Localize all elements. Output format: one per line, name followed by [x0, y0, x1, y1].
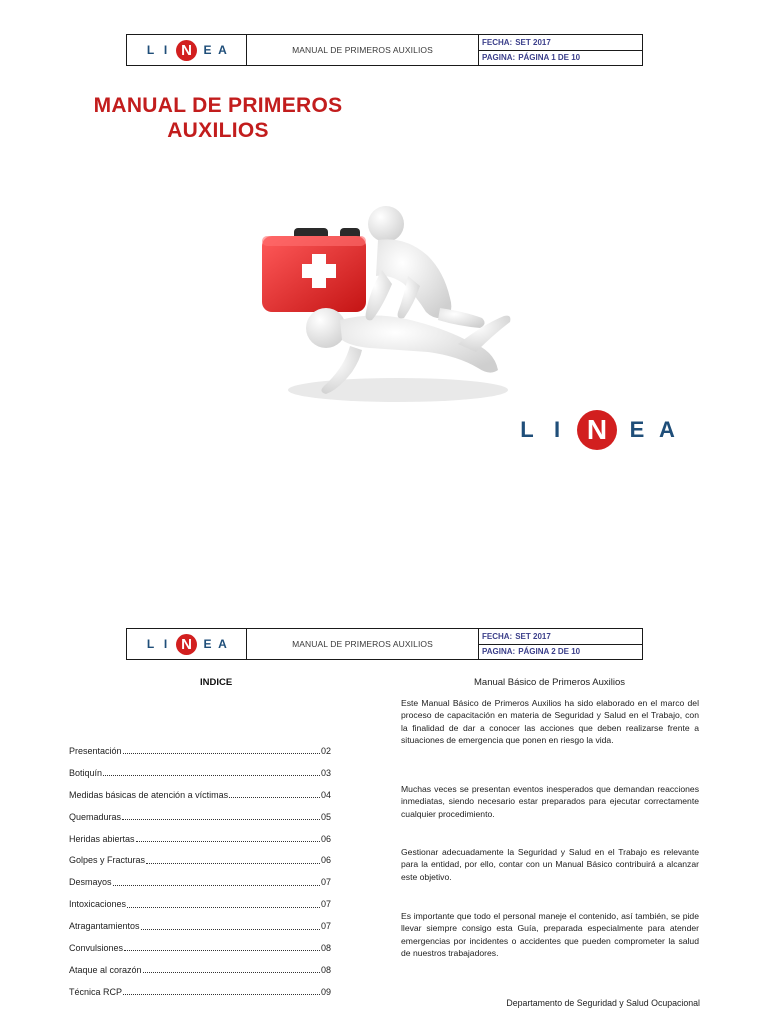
toc-label: Intoxicaciones [69, 899, 127, 910]
toc-label: Ataque al corazón [69, 964, 142, 975]
toc-leader-dots [124, 944, 320, 951]
logo-letter: E [203, 43, 212, 57]
toc-page-number: 06 [320, 855, 331, 866]
toc-page-number: 08 [320, 964, 331, 975]
header-logo-cell [127, 629, 247, 659]
toc-label: Botiquín [69, 767, 103, 778]
date-label: FECHA: [482, 631, 513, 641]
header-manual-title: MANUAL DE PRIMEROS AUXILIOS [247, 35, 479, 65]
logo-letter: A [218, 637, 227, 651]
toc-leader-dots [113, 879, 320, 886]
page2-header-table [126, 628, 643, 660]
toc-leader-dots [141, 923, 320, 930]
toc-leader-dots [123, 988, 320, 995]
toc-item-presentacion[interactable] [69, 740, 331, 762]
linea-brand-logo [512, 410, 682, 450]
toc-label: Desmayos [69, 877, 112, 888]
table-of-contents [69, 740, 331, 1003]
toc-leader-dots [123, 747, 320, 754]
toc-page-number: 07 [320, 921, 331, 932]
toc-page-number: 02 [320, 745, 331, 756]
logo-n-circle: N [176, 634, 197, 655]
toc-label: Presentación [69, 745, 122, 756]
toc-label: Heridas abiertas [69, 833, 135, 844]
header-date-row [479, 629, 642, 644]
intro-section-title: Manual Básico de Primeros Auxilios [474, 677, 626, 688]
first-aid-kit-icon [262, 228, 366, 312]
date-label: FECHA: [482, 37, 513, 47]
toc-item-ataque-corazon[interactable] [69, 959, 331, 981]
intro-paragraph: Muchas veces se presentan eventos inesperados que demandan reacciones inmediatas, siendo necesario estar preparados para ejecutar correctamente cualquier procedimiento. [401, 784, 699, 819]
toc-leader-dots [143, 966, 320, 973]
page-value: PÁGINA 2 DE 10 [518, 647, 581, 657]
page-value: PÁGINA 1 DE 10 [518, 53, 581, 63]
toc-page-number: 04 [320, 789, 331, 800]
date-value: SET 2017 [515, 631, 551, 641]
intro-paragraph: Gestionar adecuadamente la Seguridad y Salud en el Trabajo es relevante para la entidad, por ello, contar con un Manual Básico contribuirá a alcanzar este objetivo. [401, 847, 699, 882]
header-meta-cell [479, 35, 642, 65]
toc-leader-dots [122, 813, 320, 820]
page-title-line: MANUAL DE PRIMEROS [93, 94, 343, 117]
toc-page-number: 07 [320, 877, 331, 888]
logo-letter: L [146, 637, 155, 651]
ground-shadow [288, 378, 508, 402]
kneeling-rescuer-figure [366, 206, 485, 328]
toc-leader-dots [103, 769, 320, 776]
header-date-row [479, 35, 642, 50]
logo-letter: I [553, 417, 561, 442]
toc-item-atragantamientos[interactable] [69, 915, 331, 937]
department-signature: Departamento de Seguridad y Salud Ocupacional [506, 998, 700, 1008]
toc-label: Convulsiones [69, 942, 124, 953]
toc-item-heridas-abiertas[interactable] [69, 828, 331, 850]
toc-leader-dots [229, 791, 320, 798]
logo-n-circle: N [577, 410, 617, 450]
toc-page-number: 09 [320, 986, 331, 997]
toc-item-botiquin[interactable] [69, 762, 331, 784]
toc-page-number: 03 [320, 767, 331, 778]
toc-item-intoxicaciones[interactable] [69, 893, 331, 915]
logo-letter: A [659, 417, 675, 442]
toc-item-convulsiones[interactable] [69, 937, 331, 959]
toc-leader-dots [136, 835, 320, 842]
toc-page-number: 08 [320, 942, 331, 953]
linea-logo [143, 634, 230, 655]
intro-paragraph: Este Manual Básico de Primeros Auxilios ha sido elaborado en el marco del proceso de capacitación en materia de Seguridad y Salud en el Trabajo, con la finalidad de dar a conocer las acciones que deben realizarse frente a situaciones de emergencia que ponen en riesgo la vida. [401, 698, 699, 746]
page-title [62, 93, 374, 143]
header-page-row [479, 644, 642, 660]
toc-page-number: 05 [320, 811, 331, 822]
page-label: PAGINA: [482, 647, 516, 657]
header-manual-title: MANUAL DE PRIMEROS AUXILIOS [247, 629, 479, 659]
page1-header-table [126, 34, 643, 66]
logo-letter: I [163, 43, 168, 57]
date-value: SET 2017 [515, 37, 551, 47]
logo-letter: L [520, 417, 534, 442]
header-logo-cell [127, 35, 247, 65]
header-meta-cell [479, 629, 642, 659]
page-title-line: AUXILIOS [167, 119, 269, 142]
toc-leader-dots [127, 901, 320, 908]
toc-label: Medidas básicas de atención a víctimas [69, 789, 229, 800]
logo-n-circle: N [176, 40, 197, 61]
toc-item-medidas-basicas[interactable] [69, 784, 331, 806]
logo-letter: A [218, 43, 227, 57]
logo-letter: L [146, 43, 155, 57]
toc-leader-dots [146, 857, 320, 864]
page-label: PAGINA: [482, 53, 516, 63]
first-aid-cpr-illustration [258, 200, 520, 410]
toc-label: Quemaduras [69, 811, 122, 822]
logo-letter: E [203, 637, 212, 651]
toc-page-number: 07 [320, 899, 331, 910]
toc-item-golpes-fracturas[interactable] [69, 849, 331, 871]
index-title: INDICE [200, 677, 233, 688]
toc-label: Atragantamientos [69, 921, 140, 932]
toc-label: Golpes y Fracturas [69, 855, 146, 866]
linea-logo [143, 40, 230, 61]
logo-letter: E [629, 417, 645, 442]
intro-paragraph: Es importante que todo el personal maneje el contenido, así también, se pide llevar siempre consigo esta Guía, preparada especialmente para atender emergencias por incidentes o accidentes que pueden comprometer la salud de nuestros trabajadores. [401, 911, 699, 959]
toc-page-number: 06 [320, 833, 331, 844]
logo-letter: I [163, 637, 168, 651]
toc-item-tecnica-rcp[interactable] [69, 981, 331, 1003]
toc-item-quemaduras[interactable] [69, 806, 331, 828]
header-page-row [479, 50, 642, 66]
toc-label: Técnica RCP [69, 986, 123, 997]
toc-item-desmayos[interactable] [69, 871, 331, 893]
